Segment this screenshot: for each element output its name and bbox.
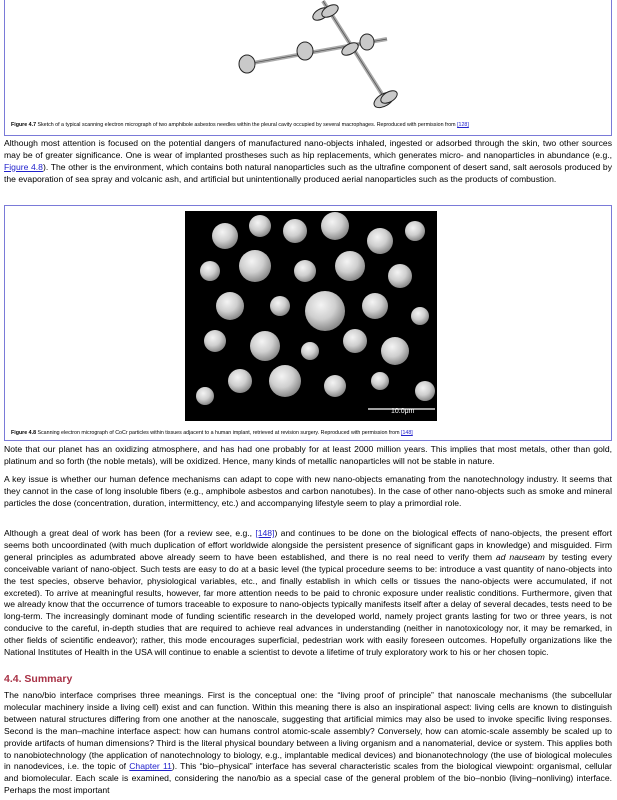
particle [381, 337, 409, 365]
particle [362, 293, 388, 319]
particle [411, 307, 429, 325]
particle [294, 260, 316, 282]
paragraph-nano-sources: Although most attention is focused on the potential dangers of manufactured nano-objects inhaled, ingested or adsorbed through the skin, two other sources may be of greater significance. One is wear of implanted prostheses such as hip replacements, which generates micro- and nanoparticles in abundance (e.g., Figure 4.8). The other is the environment, which contains both natural nanoparticles such as the ultrafine component of desert sand, salt aerosols produced by the evaporation of sea spray and volcanic ash, and artificial but unintentionally produced aerial nanoparticles such as the products of combustion. [4, 138, 612, 184]
sem-micrograph [185, 211, 437, 421]
particle [321, 212, 349, 240]
particle [415, 381, 435, 401]
paragraph-biological-effects: Although a great deal of work has been (for a review see, e.g., [148]) and continues to be done on the biological effects of nano-objects, the present effort seems both uncoordinated (with much duplication of effort worldwide alongside the persistent presence of significant gaps in knowledge) and misguided. Firm general principles as adumbrated above already seem to have been established, and there is no real need to verify them ad nauseam by testing every conceivable variant of nano-object. Such tests are easy to do at a basic level (the typical procedure seems to be: introduce a vast quantity of nano-objects into the test species, observe behavior, physiological variables, etc., and finally establish in which cells or tissues the nano-objects were accumulated, if not excreted). To arrive at meaningful results, however, far more attention needs to be paid to chronic exposure under realistic conditions. Furthermore, given that we already know that the occurrence of tumors traceable to exposure to nano-objects typically manifests itself after a delay of several decades, tests need to be long-term. The increasingly dominant mode of funding scientific research in the developed world, namely project grants lasting for two or three years, is not conducive to the careful, in-depth studies that are required to achieve real advances in understanding (neither in nanotoxicology nor, it may be remarked, in other fields of scientific endeavor); rather, this mode encourages superficial, pedestrian work with easily foreseen outcomes. Hopefully organizations like the National Institutes of Health in the USA will continue to enable a scientist to devote a lifetime of truly exploratory work to his or her chosen topic. [4, 528, 612, 658]
particle [216, 292, 244, 320]
cocr-particles-image [185, 211, 437, 421]
particle [249, 215, 271, 237]
scale-bar-label: 10.0μm [391, 408, 415, 415]
particle [335, 251, 365, 281]
particle [405, 221, 425, 241]
particle [388, 264, 412, 288]
particle [196, 387, 214, 405]
section-heading-summary: 4.4. Summary [4, 673, 73, 685]
particle [283, 219, 307, 243]
particle [371, 372, 389, 390]
particle [204, 330, 226, 352]
particle [343, 329, 367, 353]
ref-128-link[interactable]: [128] [457, 122, 469, 128]
figure-4-8-link[interactable]: Figure 4.8 [4, 161, 43, 172]
particle [301, 342, 319, 360]
ref-148-link[interactable]: [148] [401, 430, 413, 436]
figure-4-8-caption: Figure 4.8 Scanning electron micrograph of CoCr particles within tissues adjacent to a human implant, retrieved at revision surgery. Reproduced with permission from [148] [11, 430, 413, 436]
particle [269, 365, 301, 397]
particle [212, 223, 238, 249]
particle [239, 250, 271, 282]
particle [324, 375, 346, 397]
paragraph-defence-mechanisms: A key issue is whether our human defence mechanisms can adapt to cope with new nano-objects emanating from the nanotechnology industry. It seems that they cannot in the case of long insoluble fibers (e.g., amphibole asbestos and carbon nanotubes). In the case of other nano-objects such as smoke and mineral particles the dose (concentration, duration, intermittency, etc.) and accompanying lifestyle seem to play a primordial role. [4, 474, 612, 508]
particle [305, 291, 345, 331]
figure-4-8 [4, 205, 612, 441]
particle [270, 296, 290, 316]
figure-4-7 [4, 0, 612, 136]
paragraph-oxidizing-atmosphere: Note that our planet has an oxidizing atmosphere, and has had one probably for at least 2000 million years. This implies that most metals, other than gold, platinum and so forth (the noble metals), will be oxidized. Hence, many kinds of metallic nanoparticles will not be stable in nature. [4, 444, 612, 466]
particle [250, 331, 280, 361]
particle [228, 369, 252, 393]
asbestos-needles-sketch [5, 0, 611, 119]
paragraph-nano-bio-interface: The nano/bio interface comprises three meanings. First is the conceptual one: the “living proof of principle” that nanoscale mechanisms (the subcellular molecular machinery inside a living cell) exist and can function. Within this meaning there is also an inspirational aspect: living cells are known to distinguish between natural structures differing from one another at the nanoscale, suggesting that artificial mimics may also be used to invoke specific living responses. Second is the man–machine interface aspect: how can humans control atomic-scale assembly? Conversely, how can atomic-scale assembly be scaled up to provide artifacts of human dimensions? Third is the literal physical boundary between a living organism and a nanomaterial, device or system. This applies both to nanobiotechnology (the application of nanotechnology to biology, e.g., implantable medical devices) and bionanotechnology (the use of biological molecules in nanodevices, i.e. the topic of Chapter 11). This “bio–physical” interface has several characteristic scales from the biological viewpoint: organismal, cellular and biomolecular. Each scale is examined, considering the nano/bio as a special case of the general problem of the bio–nonbio (living–nonliving) interface. Perhaps the most important [4, 690, 613, 796]
particle [367, 228, 393, 254]
figure-4-7-caption: Figure 4.7 Sketch of a typical scanning electron micrograph of two amphibole asbestos needles within the pleural cavity occupied by several macrophages. Reproduced with permission from [128] [11, 122, 469, 128]
ref-148-inline-link[interactable]: [148] [255, 528, 275, 538]
chapter-11-link[interactable]: Chapter 11 [129, 761, 172, 772]
particle [200, 261, 220, 281]
